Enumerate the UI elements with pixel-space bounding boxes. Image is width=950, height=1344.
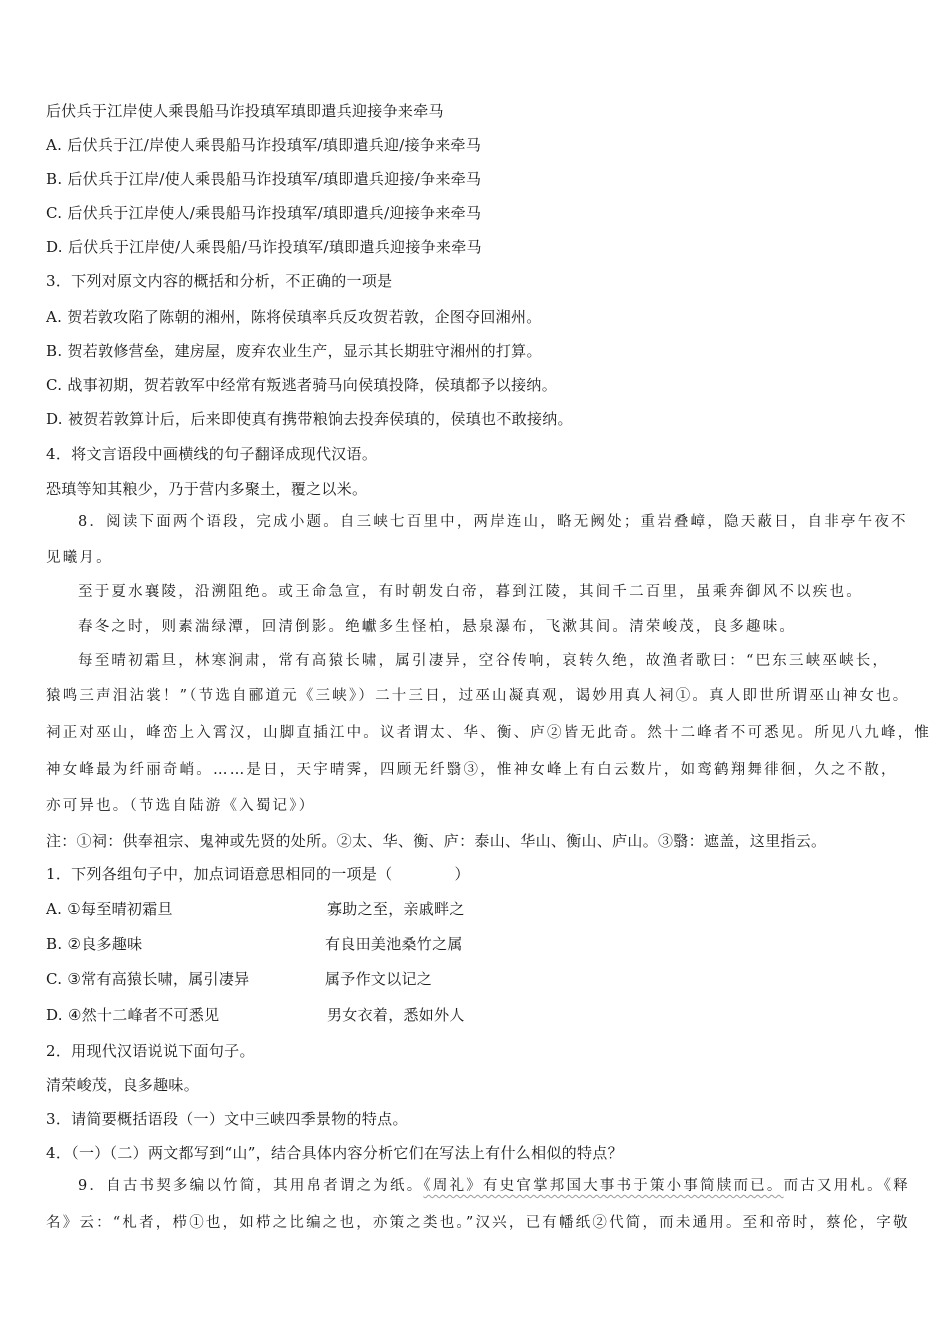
q4-sentence: 恐瑱等知其粮少，乃于营内多聚土，覆之以米。 bbox=[46, 480, 368, 498]
q2-option-b[interactable] bbox=[46, 169, 481, 189]
q2-option-d[interactable] bbox=[46, 237, 482, 257]
option-text: 后伏兵于江/岸使人乘畏船马诈投瑱军/瑱即遣兵迎/接争来牵马 bbox=[67, 136, 482, 154]
option-text: 后伏兵于江岸使/人乘畏船/马诈投瑱军/瑱即遣兵迎接争来牵马 bbox=[67, 238, 482, 256]
option-label: A. bbox=[46, 308, 63, 326]
option-label: C. bbox=[46, 970, 63, 988]
item8-para4-line1: 每至晴初霜旦，林寒涧肃，常有高猿长啸，属引凄异，空谷传响，哀转久绝，故渔者歌曰：“巴东三峡巫峡长， bbox=[78, 653, 890, 669]
sub3-stem: 3．请简要概括语段（一）文中三峡四季景物的特点。 bbox=[46, 1110, 408, 1128]
wavy-underlined-sentence: 《周礼》有史官掌邦国大事书于策小事简牍而已。 bbox=[423, 1178, 784, 1194]
option-right: 有良田美池桑竹之属 bbox=[325, 935, 463, 953]
option-label: C. bbox=[46, 204, 63, 222]
option-label: B. bbox=[46, 342, 63, 360]
option-label: B. bbox=[46, 170, 63, 188]
q3-option-a[interactable] bbox=[46, 307, 542, 327]
item9-line1-end: 而古又用札。《释 bbox=[783, 1178, 910, 1194]
q2-option-a[interactable] bbox=[46, 135, 481, 155]
option-label: A. bbox=[46, 136, 63, 154]
item9-line1-start: 9．自古书契多编以竹简，其用帛者谓之为纸。 bbox=[78, 1178, 424, 1194]
sub1-option-c[interactable] bbox=[46, 969, 646, 989]
q3-option-c[interactable] bbox=[46, 375, 557, 395]
q2-option-c[interactable] bbox=[46, 203, 481, 223]
option-right: 寡助之至，亲戚畔之 bbox=[327, 900, 465, 918]
q3-option-b[interactable] bbox=[46, 341, 542, 361]
sub1-option-a[interactable] bbox=[46, 899, 646, 919]
option-right: 属予作文以记之 bbox=[325, 970, 433, 988]
option-text: 贺若敦修营垒，建房屋，废弃农业生产，显示其长期驻守湘州的打算。 bbox=[67, 342, 542, 360]
item8-para3: 春冬之时，则素湍绿潭，回清倒影。绝巘多生怪柏，悬泉瀑布，飞漱其间。清荣峻茂，良多趣味。 bbox=[78, 619, 797, 635]
option-label: C. bbox=[46, 376, 63, 394]
option-text: 后伏兵于江岸/使人乘畏船马诈投瑱军/瑱即遣兵迎接/争来牵马 bbox=[67, 170, 482, 188]
item9-line2: 名》云：“札者，栉①也，如栉之比编之也，亦策之类也。”汉兴，已有幡纸②代简，而未通用。至和帝时，蔡伦，字敬 bbox=[46, 1215, 910, 1231]
option-label: D. bbox=[46, 1006, 63, 1024]
sub1-stem-text: 1．下列各组句子中，加点词语意思相同的一项是（ bbox=[46, 865, 393, 883]
option-right: 男女衣着，悉如外人 bbox=[327, 1006, 465, 1024]
item8-para4-line4: 神女峰最为纤丽奇峭。……是日，天宇晴霁，四顾无纤翳③，惟神女峰上有白云数片，如鸾鹤翔舞徘徊，久之不散， bbox=[46, 762, 898, 778]
q2-original-sentence: 后伏兵于江岸使人乘畏船马诈投瑱军瑱即遣兵迎接争来牵马 bbox=[46, 102, 444, 120]
sub1-stem-close: ） bbox=[454, 865, 470, 883]
item8-intro-line1: 8．阅读下面两个语段，完成小题。自三峡七百里中，两岸连山，略无阙处；重岩叠嶂，隐天蔽日，自非亭午夜不 bbox=[78, 514, 908, 530]
option-left: ②良多趣味 bbox=[67, 935, 143, 953]
option-label: D. bbox=[46, 238, 63, 256]
item8-note: 注：①祠：供奉祖宗、鬼神或先贤的处所。②太、华、衡、庐：泰山、华山、衡山、庐山。③翳：遮盖，这里指云。 bbox=[46, 832, 827, 850]
option-label: A. bbox=[46, 900, 63, 918]
item8-para4-line2: 猿鸣三声泪沾裳！”（节选自郦道元《三峡》）二十三日，过巫山凝真观，谒妙用真人祠①。真人即世所谓巫山神女也。 bbox=[46, 688, 910, 704]
sub1-option-b[interactable] bbox=[46, 934, 646, 954]
sub2-stem: 2．用现代汉语说说下面句子。 bbox=[46, 1042, 255, 1060]
option-left: ④然十二峰者不可悉见 bbox=[67, 1006, 220, 1024]
option-label: B. bbox=[46, 935, 63, 953]
option-text: 被贺若敦算计后，后来即使真有携带粮饷去投奔侯瑱的，侯瑱也不敢接纳。 bbox=[67, 410, 573, 428]
option-text: 战事初期，贺若敦军中经常有叛逃者骑马向侯瑱投降，侯瑱都予以接纳。 bbox=[67, 376, 557, 394]
item9-line1 bbox=[78, 1176, 910, 1196]
option-text: 贺若敦攻陷了陈朝的湘州，陈将侯瑱率兵反攻贺若敦，企图夺回湘州。 bbox=[67, 308, 542, 326]
q4-stem: 4．将文言语段中画横线的句子翻译成现代汉语。 bbox=[46, 445, 378, 463]
sub2-sentence: 清荣峻茂，良多趣味。 bbox=[46, 1076, 200, 1094]
option-left: ①每至晴初霜旦 bbox=[67, 900, 173, 918]
sub1-stem bbox=[46, 864, 470, 884]
option-label: D. bbox=[46, 410, 63, 428]
item8-para4-line3: 祠正对巫山，峰峦上入霄汉，山脚直插江中。议者谓太、华、衡、庐②皆无此奇。然十二峰者不可悉见。所见八九峰，惟 bbox=[46, 725, 932, 741]
q3-option-d[interactable] bbox=[46, 409, 573, 429]
option-left: ③常有高猿长啸，属引凄异 bbox=[67, 970, 250, 988]
sub1-option-d[interactable] bbox=[46, 1005, 646, 1025]
sub4-stem: 4．（一）（二）两文都写到“山”，结合具体内容分析它们在写法上有什么相似的特点？ bbox=[46, 1144, 623, 1162]
option-text: 后伏兵于江岸使人/乘畏船马诈投瑱军/瑱即遣兵/迎接争来牵马 bbox=[67, 204, 482, 222]
q3-stem: 3．下列对原文内容的概括和分析，不正确的一项是 bbox=[46, 272, 393, 290]
item8-para4-line5: 亦可异也。（节选自陆游《入蜀记》） bbox=[46, 798, 316, 814]
item8-intro-line2: 见曦月。 bbox=[46, 550, 113, 566]
item8-para2: 至于夏水襄陵，沿溯阻绝。或王命急宣，有时朝发白帝，暮到江陵，其间千二百里，虽乘奔御风不以疾也。 bbox=[78, 584, 863, 600]
